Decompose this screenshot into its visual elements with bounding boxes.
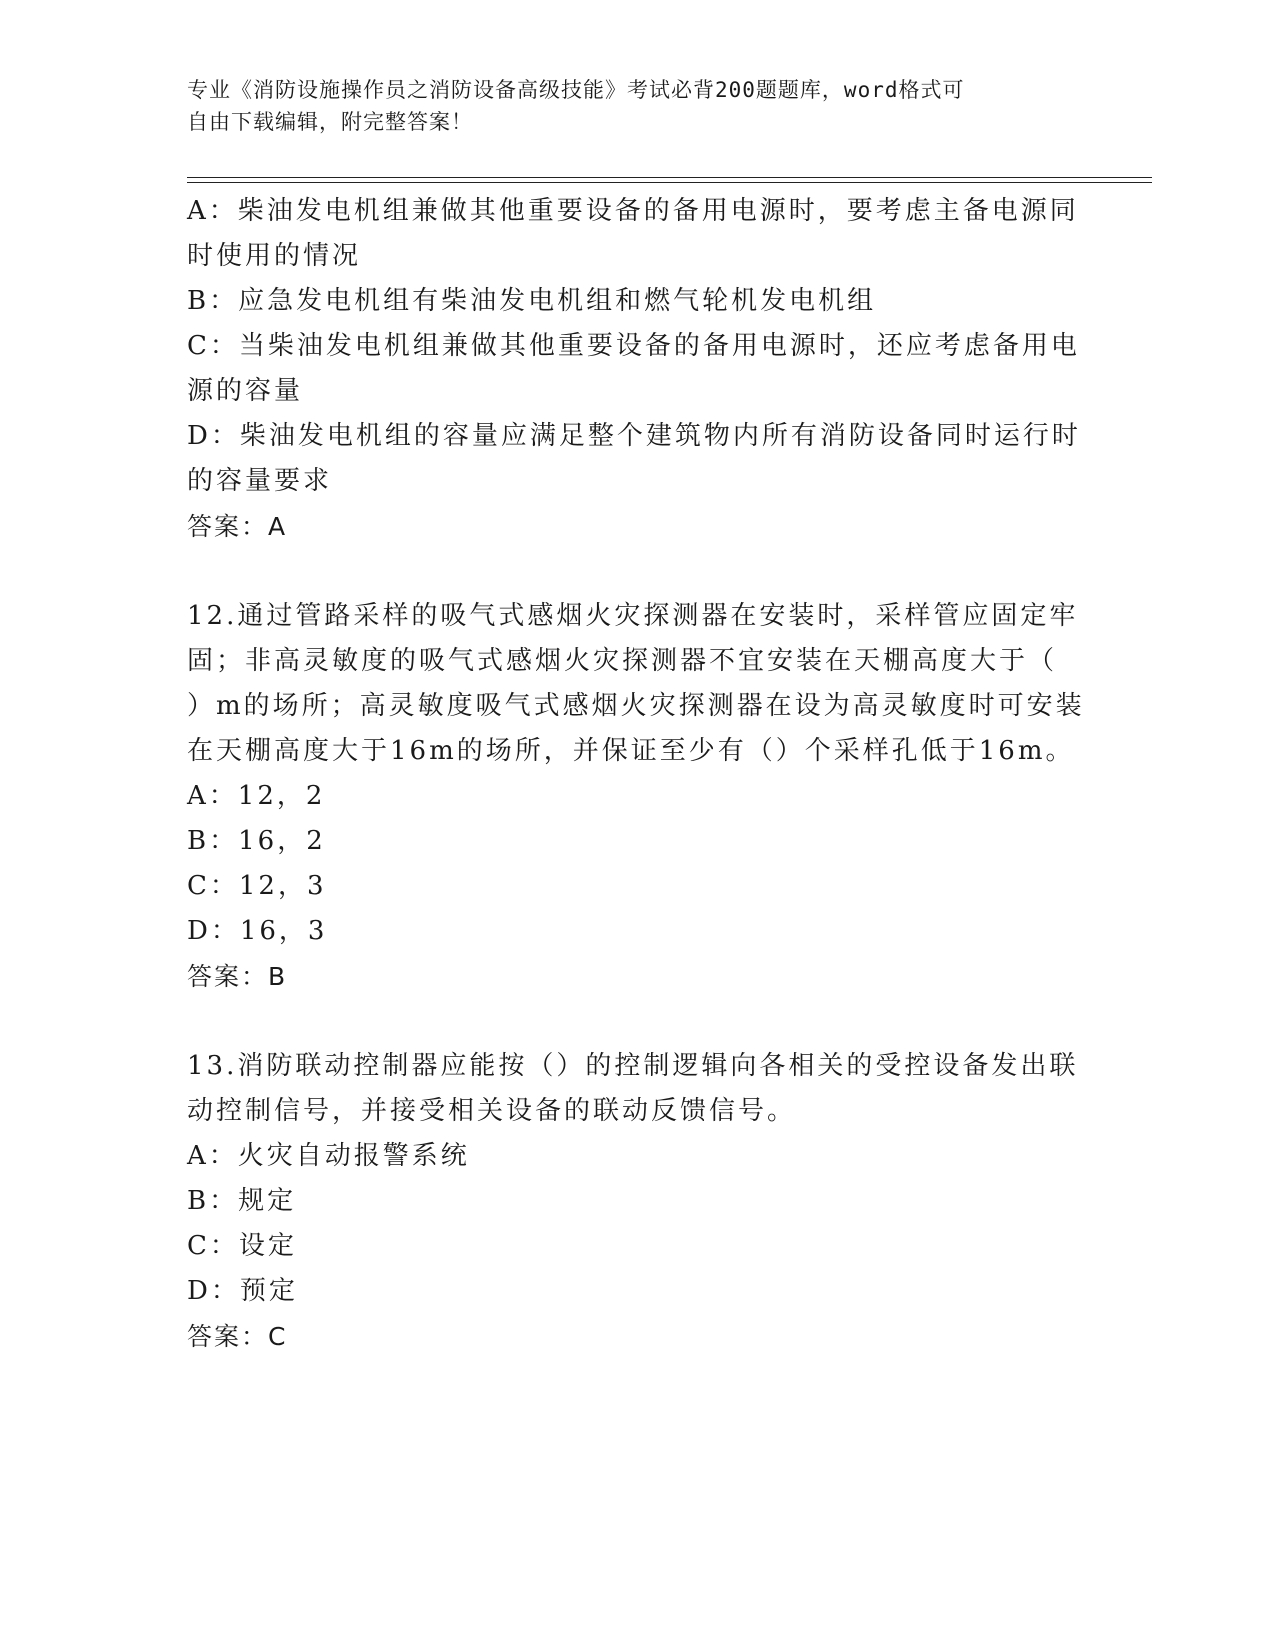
answer-label: 答案：A (187, 512, 288, 541)
option-c-line-2: 源的容量 (187, 376, 304, 406)
option-d-line-2: 的容量要求 (187, 466, 333, 496)
option-b: B：应急发电机组有柴油发电机组和燃气轮机发电机组 (187, 286, 877, 316)
spacer (187, 549, 1087, 594)
question-stem-line-4: 在天棚高度大于16m的场所，并保证至少有（）个采样孔低于16m。 (187, 736, 1075, 766)
question-stem-line-2: 固；非高灵敏度的吸气式感烟火灾探测器不宜安装在天棚高度大于（ (187, 646, 1058, 676)
option-b: B：16，2 (187, 826, 326, 856)
option-d-line-1: D：柴油发电机组的容量应满足整个建筑物内所有消防设备同时运行时 (187, 421, 1081, 451)
question-stem-line-1: 13.消防联动控制器应能按（）的控制逻辑向各相关的受控设备发出联 (187, 1051, 1079, 1081)
option-b: B：规定 (187, 1186, 297, 1216)
spacer (187, 999, 1087, 1044)
question-content (187, 189, 1087, 1359)
option-d: D：16，3 (187, 916, 328, 946)
question-12 (187, 594, 1087, 999)
option-a: A：火灾自动报警系统 (187, 1141, 470, 1171)
answer-label: 答案：C (187, 1322, 288, 1351)
document-header (187, 74, 1067, 138)
header-divider-top (187, 177, 1152, 178)
option-c-line-1: C：当柴油发电机组兼做其他重要设备的备用电源时，还应考虑备用电 (187, 331, 1080, 361)
question-11 (187, 189, 1087, 549)
option-c: C：12，3 (187, 871, 327, 901)
answer-label: 答案：B (187, 962, 288, 991)
option-a: A：12，2 (187, 781, 326, 811)
option-a-line-2: 时使用的情况 (187, 241, 362, 271)
question-13 (187, 1044, 1087, 1359)
question-stem-line-2: 动控制信号，并接受相关设备的联动反馈信号。 (187, 1096, 797, 1126)
question-stem-line-3: ）m的场所；高灵敏度吸气式感烟火灾探测器在设为高灵敏度时可安装 (187, 691, 1085, 721)
option-c: C：设定 (187, 1231, 297, 1261)
question-stem-line-1: 12.通过管路采样的吸气式感烟火灾探测器在安装时，采样管应固定牢 (187, 601, 1079, 631)
option-d: D：预定 (187, 1276, 298, 1306)
header-title-line-1: 专业《消防设施操作员之消防设备高级技能》考试必背200题题库，word格式可 (187, 78, 965, 102)
option-a-line-1: A：柴油发电机组兼做其他重要设备的备用电源时，要考虑主备电源同 (187, 196, 1079, 226)
header-title-line-2: 自由下载编辑，附完整答案！ (187, 110, 473, 134)
header-divider-bottom (187, 182, 1152, 183)
